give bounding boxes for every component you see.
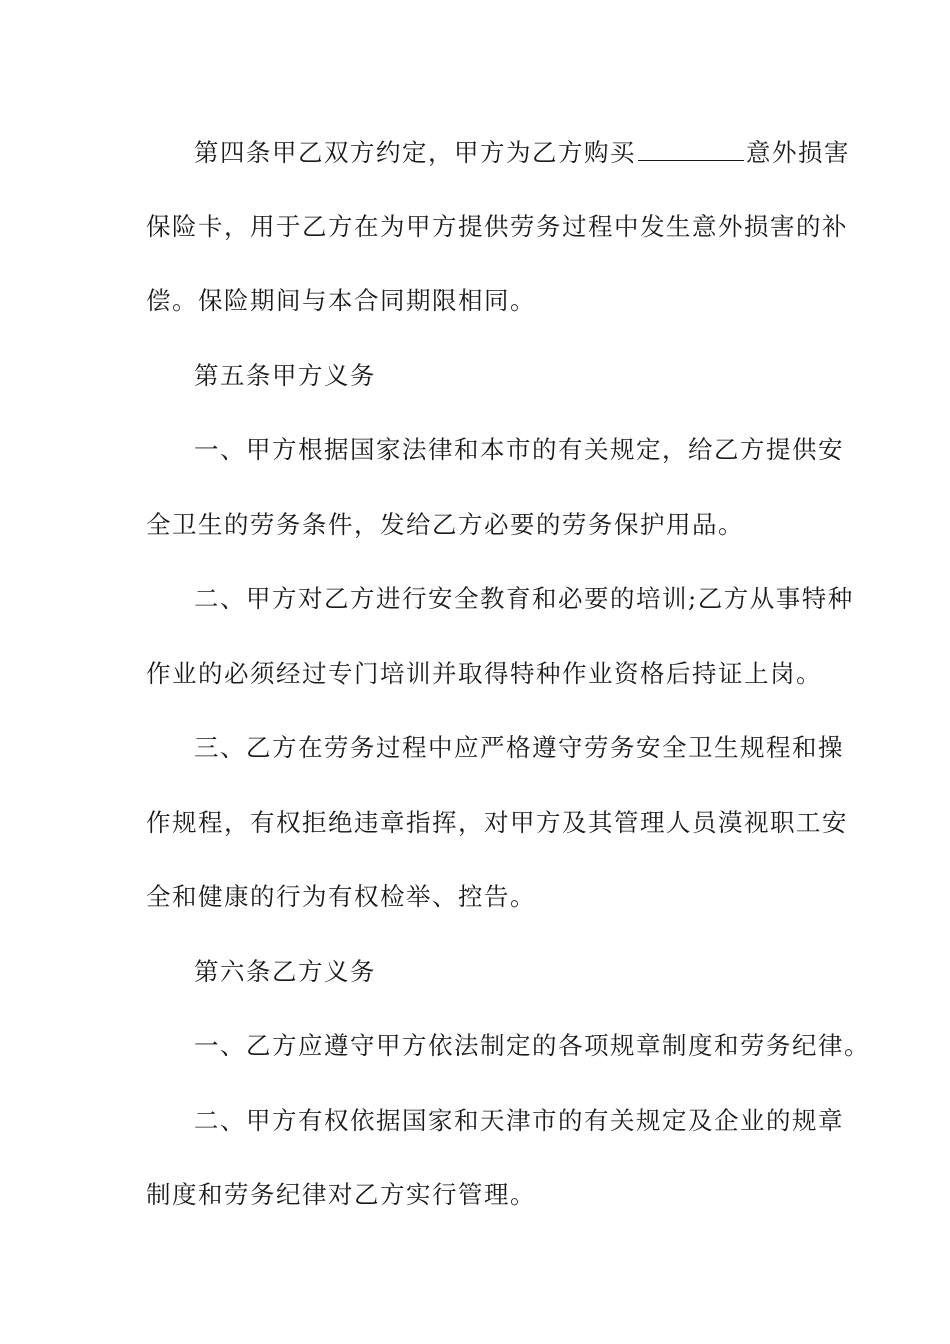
article-4-text-after-blank: 意外损害 [746,138,850,167]
article-6-heading: 第六条乙方义务 [194,957,376,986]
article-4-text-before-blank: 第四条甲乙双方约定，甲方为乙方购买 [194,138,636,167]
insurance-blank-underline [638,136,744,161]
article-5-clause-1-line-1: 一、甲方根据国家法律和本市的有关规定，给乙方提供安 [194,435,844,464]
article-4-line-3: 偿。保险期间与本合同期限相同。 [146,286,536,315]
article-5-clause-3-line-2: 作规程，有权拒绝违章指挥，对甲方及其管理人员漠视职工安 [146,808,848,837]
article-5-clause-3-line-1: 三、乙方在劳务过程中应严格遵守劳务安全卫生规程和操 [194,733,844,762]
article-6-clause-2-line-2: 制度和劳务纪律对乙方实行管理。 [146,1180,536,1209]
article-5-heading: 第五条甲方义务 [194,361,376,390]
article-5-clause-2-line-2: 作业的必须经过专门培训并取得特种作业资格后持证上岗。 [146,659,822,688]
article-6-clause-1: 一、乙方应遵守甲方依法制定的各项规章制度和劳务纪律。 [194,1031,870,1060]
article-5-clause-1-line-2: 全卫生的劳务条件，发给乙方必要的劳务保护用品。 [146,510,744,539]
article-4-line-2: 保险卡，用于乙方在为甲方提供劳务过程中发生意外损害的补 [146,212,848,241]
article-6-clause-2-line-1: 二、甲方有权依据国家和天津市的有关规定及企业的规章 [194,1106,844,1135]
article-4-line-1 [146,133,850,173]
article-5-clause-3-line-3: 全和健康的行为有权检举、控告。 [146,882,536,911]
article-5-clause-2-line-1: 二、甲方对乙方进行安全教育和必要的培训;乙方从事特种 [194,584,854,613]
